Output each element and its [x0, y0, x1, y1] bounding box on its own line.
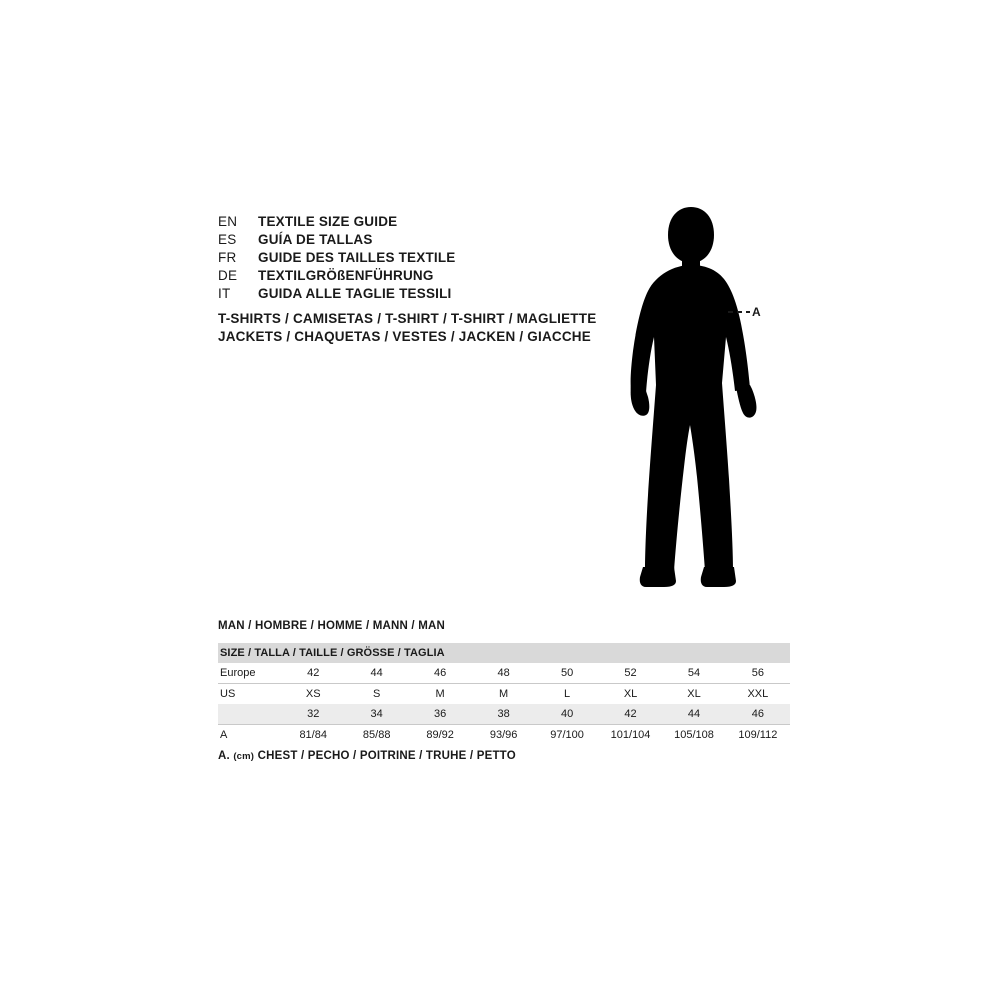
table-row	[218, 684, 790, 705]
cell: 52	[599, 663, 662, 684]
legend-code-en: EN	[218, 214, 238, 229]
legend-row-fr	[218, 250, 578, 268]
cell: 44	[662, 704, 725, 725]
footnote-prefix: A.	[218, 750, 230, 762]
cell: 42	[281, 663, 344, 684]
cell: 93/96	[472, 725, 535, 746]
legend-row-de	[218, 268, 578, 286]
cell: 34	[345, 704, 408, 725]
cell: M	[472, 684, 535, 705]
table-row	[218, 704, 790, 725]
cell: XL	[662, 684, 725, 705]
cell: XXL	[726, 684, 790, 705]
garment-categories	[218, 310, 596, 346]
cell: 36	[408, 704, 471, 725]
cell: XL	[599, 684, 662, 705]
table-row	[218, 725, 790, 746]
cell: 42	[599, 704, 662, 725]
cell: 46	[408, 663, 471, 684]
row-label-us: US	[218, 684, 281, 705]
legend-text-it: GUIDA ALLE TAGLIE TESSILI	[258, 286, 452, 301]
cell: 50	[535, 663, 598, 684]
table-row	[218, 663, 790, 684]
cell: 105/108	[662, 725, 725, 746]
measure-leader-line	[728, 311, 750, 313]
measure-label-a: A	[752, 305, 762, 319]
legend-row-it	[218, 286, 578, 304]
category-jackets: JACKETS / CHAQUETAS / VESTES / JACKEN / GIACCHE	[218, 329, 591, 344]
cell: 32	[281, 704, 344, 725]
cell: S	[345, 684, 408, 705]
cell: 48	[472, 663, 535, 684]
legend-row-en	[218, 214, 578, 232]
cell: XS	[281, 684, 344, 705]
cell: 56	[726, 663, 790, 684]
cell: L	[535, 684, 598, 705]
cell: 97/100	[535, 725, 598, 746]
table-header-row	[218, 643, 790, 663]
cell: 38	[472, 704, 535, 725]
table-title-man: MAN / HOMBRE / HOMME / MANN / MAN	[218, 620, 446, 632]
cell: 44	[345, 663, 408, 684]
row-label-europe: Europe	[218, 663, 281, 684]
legend-code-es: ES	[218, 232, 237, 247]
row-label-a: A	[218, 725, 281, 746]
table-footnote	[218, 750, 516, 762]
cell: 54	[662, 663, 725, 684]
cell: M	[408, 684, 471, 705]
footnote-unit: (cm)	[233, 751, 255, 762]
table-header-label: SIZE / TALLA / TAILLE / GRÖSSE / TAGLIA	[218, 643, 790, 663]
cell: 85/88	[345, 725, 408, 746]
cell: 109/112	[726, 725, 790, 746]
language-legend	[218, 214, 578, 304]
legend-code-it: IT	[218, 286, 231, 301]
legend-text-es: GUÍA DE TALLAS	[258, 232, 373, 247]
legend-text-fr: GUIDE DES TAILLES TEXTILE	[258, 250, 456, 265]
legend-text-en: TEXTILE SIZE GUIDE	[258, 214, 398, 229]
man-silhouette-icon	[600, 195, 810, 605]
size-table	[218, 643, 790, 745]
cell: 81/84	[281, 725, 344, 746]
legend-code-fr: FR	[218, 250, 237, 265]
cell: 46	[726, 704, 790, 725]
row-label-us-numeric	[218, 704, 281, 725]
cell: 89/92	[408, 725, 471, 746]
legend-row-es	[218, 232, 578, 250]
legend-text-de: TEXTILGRÖßENFÜHRUNG	[258, 268, 434, 283]
legend-code-de: DE	[218, 268, 238, 283]
cell: 40	[535, 704, 598, 725]
category-tshirts: T-SHIRTS / CAMISETAS / T-SHIRT / T-SHIRT / MAGLIETTE	[218, 311, 597, 326]
man-silhouette-figure	[600, 195, 810, 605]
cell: 101/104	[599, 725, 662, 746]
footnote-text: CHEST / PECHO / POITRINE / TRUHE / PETTO	[257, 750, 516, 762]
